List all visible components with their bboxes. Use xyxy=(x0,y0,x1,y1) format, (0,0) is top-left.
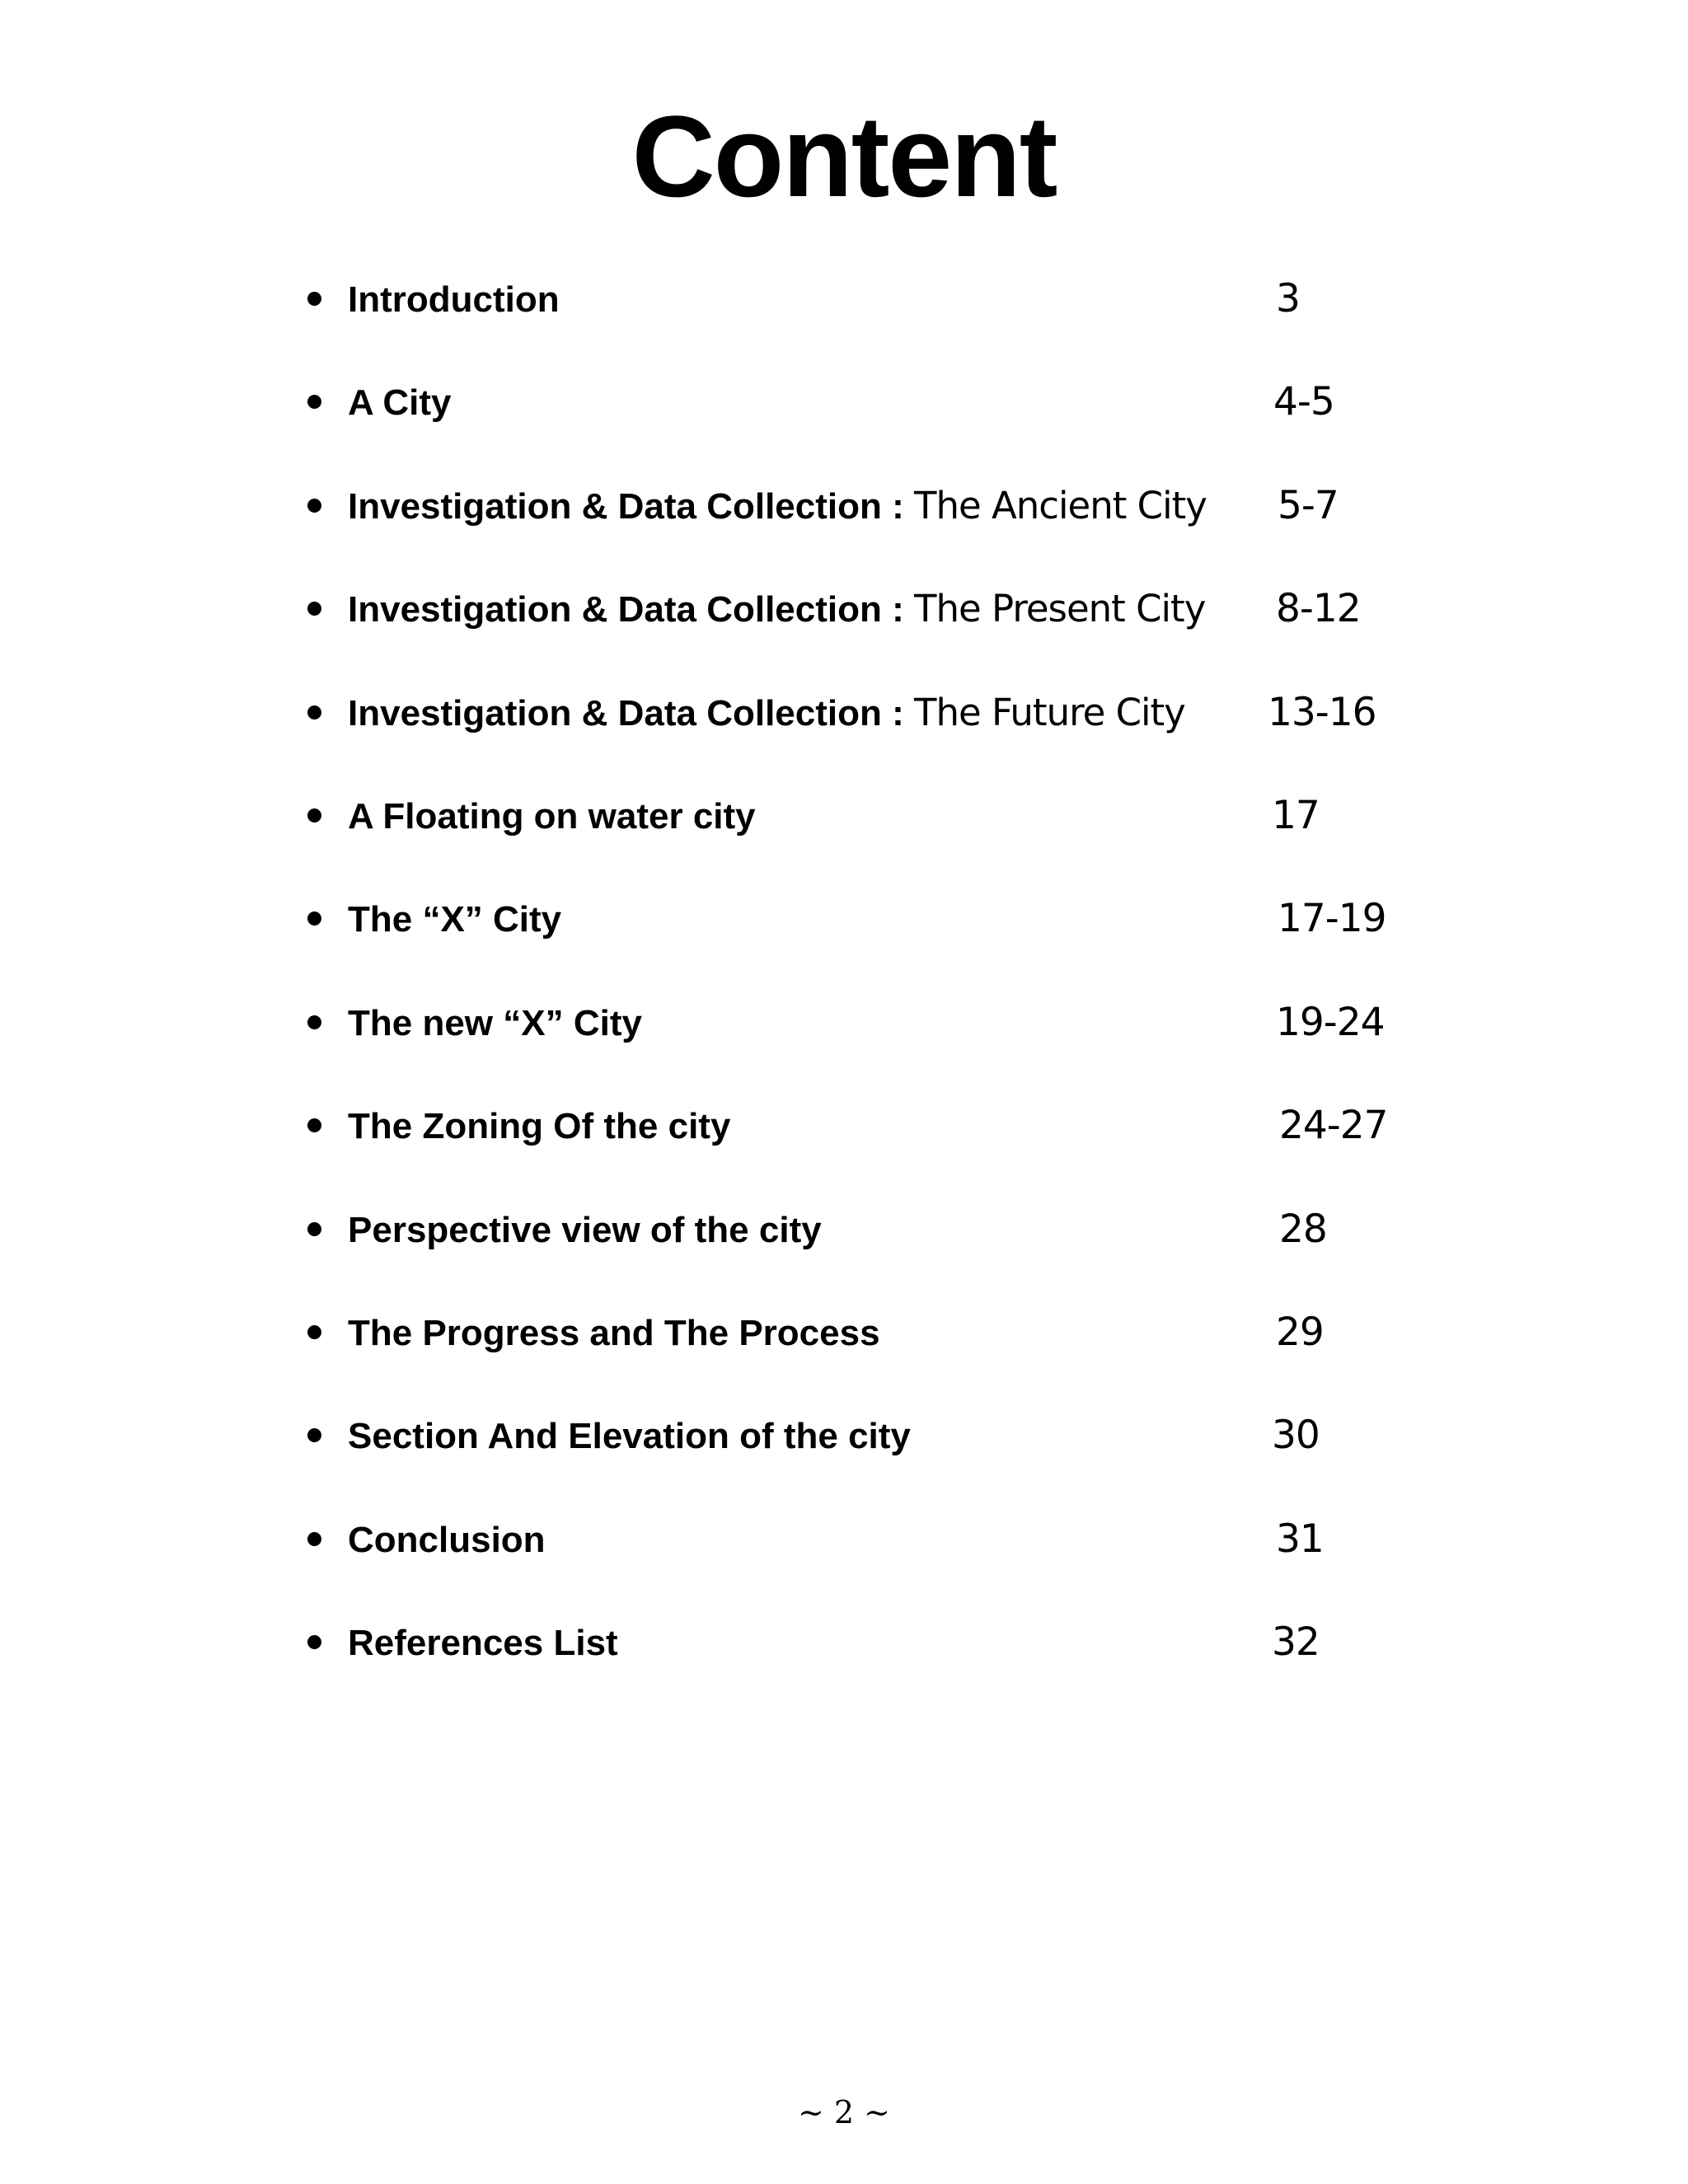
toc-entry-page-number: 3 xyxy=(1276,276,1300,321)
toc-entry-page-number: 8-12 xyxy=(1276,586,1361,631)
toc-entry-title xyxy=(348,688,1185,738)
toc-entry-title xyxy=(348,1205,822,1254)
toc-entry xyxy=(0,1205,1688,1254)
toc-entry-heading: Section And Elevation of the city xyxy=(348,1416,911,1456)
toc-entry-page-number: 28 xyxy=(1279,1207,1327,1252)
toc-entry-title xyxy=(348,1618,618,1667)
bullet-icon xyxy=(307,1015,321,1029)
toc-entry-page-number: 5-7 xyxy=(1278,483,1339,528)
toc-entry xyxy=(0,274,1688,324)
toc-entry-page-number: 31 xyxy=(1276,1516,1324,1562)
toc-entry-page-number: 4-5 xyxy=(1273,379,1334,424)
bullet-icon xyxy=(307,1222,321,1236)
toc-entry xyxy=(0,1515,1688,1564)
toc-entry xyxy=(0,894,1688,944)
bullet-icon xyxy=(307,602,321,616)
toc-entry xyxy=(0,998,1688,1047)
toc-entry-subtitle: The Present City xyxy=(913,587,1206,630)
toc-entry xyxy=(0,481,1688,531)
toc-entry-heading: A Floating on water city xyxy=(348,796,756,837)
toc-entry xyxy=(0,584,1688,634)
toc-entry-heading: The Zoning Of the city xyxy=(348,1106,731,1146)
toc-entry xyxy=(0,1101,1688,1151)
toc-entry-page-number: 24-27 xyxy=(1279,1103,1388,1148)
bullet-icon xyxy=(307,808,321,823)
toc-entry xyxy=(0,377,1688,427)
toc-entry-heading: A City xyxy=(348,382,452,423)
toc-entry xyxy=(0,1308,1688,1357)
toc-entry-subtitle: The Ancient City xyxy=(913,484,1207,527)
toc-entry-title xyxy=(348,791,756,841)
toc-entry xyxy=(0,1411,1688,1460)
toc-entry-page-number: 32 xyxy=(1272,1619,1320,1665)
bullet-icon xyxy=(307,1635,321,1649)
toc-entry-title xyxy=(348,1308,880,1357)
toc-entry xyxy=(0,688,1688,738)
toc-entry xyxy=(0,1618,1688,1667)
toc-entry-title xyxy=(348,377,452,427)
toc-entry-heading: Investigation & Data Collection : xyxy=(348,589,904,630)
page-title: Content xyxy=(631,91,1057,221)
toc-entry-heading: The new “X” City xyxy=(348,1003,642,1043)
toc-entry-page-number: 29 xyxy=(1276,1310,1324,1355)
toc-entry-heading: The “X” City xyxy=(348,899,562,940)
toc-entry-heading: The Progress and The Process xyxy=(348,1313,880,1353)
bullet-icon xyxy=(307,292,321,306)
toc-entry-title xyxy=(348,1515,546,1564)
toc-entry-heading: References List xyxy=(348,1623,618,1663)
toc-entry-title xyxy=(348,481,1207,531)
toc-entry-title xyxy=(348,584,1205,634)
toc-entry-title xyxy=(348,274,560,324)
bullet-icon xyxy=(307,1118,321,1132)
toc-entry-page-number: 13-16 xyxy=(1268,690,1376,735)
toc-entry-heading: Investigation & Data Collection : xyxy=(348,693,904,733)
toc-entry-heading: Perspective view of the city xyxy=(348,1210,822,1250)
toc-entry xyxy=(0,791,1688,841)
bullet-icon xyxy=(307,1428,321,1442)
toc-entry-heading: Conclusion xyxy=(348,1520,546,1560)
toc-entry-page-number: 17 xyxy=(1272,793,1320,838)
footer-page-number: ~ 2 ~ xyxy=(797,2094,890,2130)
bullet-icon xyxy=(307,912,321,926)
bullet-icon xyxy=(307,499,321,513)
toc-entry-title xyxy=(348,894,561,944)
toc-entry-page-number: 17-19 xyxy=(1278,896,1386,941)
toc-entry-page-number: 19-24 xyxy=(1276,1000,1385,1045)
toc-entry-title xyxy=(348,1101,730,1151)
bullet-icon xyxy=(307,1532,321,1546)
bullet-icon xyxy=(307,705,321,719)
toc-entry-subtitle: The Future City xyxy=(913,691,1185,734)
bullet-icon xyxy=(307,395,321,409)
bullet-icon xyxy=(307,1325,321,1339)
toc-entry-page-number: 30 xyxy=(1272,1413,1320,1458)
toc-entry-heading: Introduction xyxy=(348,279,560,320)
toc-entry-heading: Investigation & Data Collection : xyxy=(348,486,904,527)
toc-entry-title xyxy=(348,1411,911,1460)
toc-entry-title xyxy=(348,998,642,1047)
